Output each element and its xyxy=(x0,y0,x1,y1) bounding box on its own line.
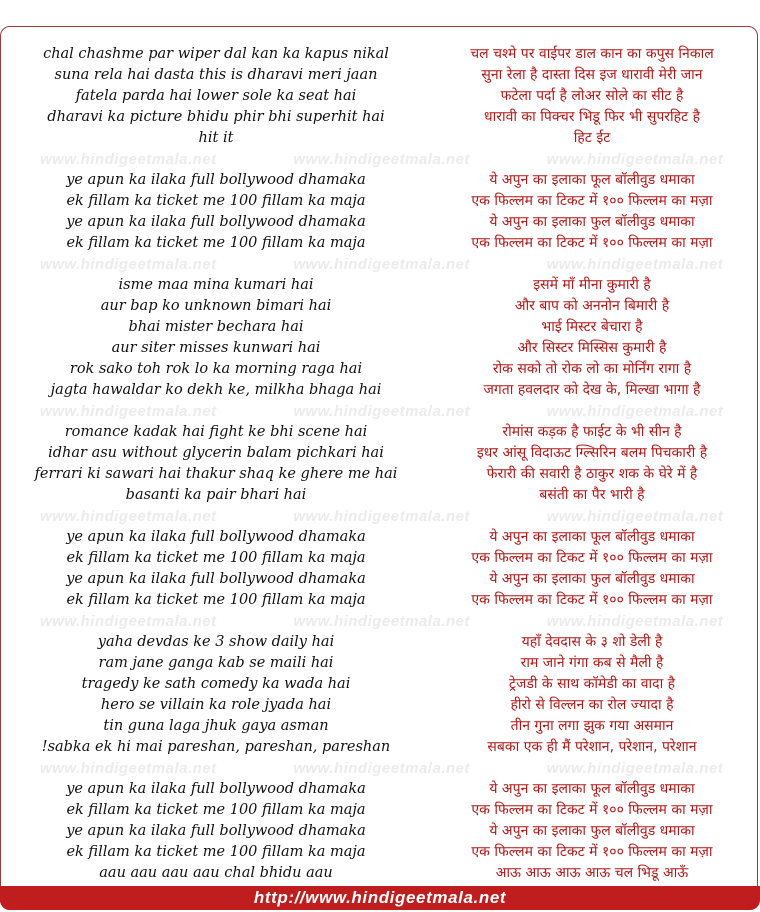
watermark-text: www.hindigeetmala.net xyxy=(293,508,470,525)
watermark-text: www.hindigeetmala.net xyxy=(293,613,470,630)
watermark-text: www.hindigeetmala.net xyxy=(546,151,724,168)
stanza xyxy=(0,632,760,758)
lyric-hindi: सबका एक ही मैं परेशान, परेशान, परेशान xyxy=(487,739,697,755)
lyric-hindi: एक फिल्लम का टिकट में १०० फिल्लम का मज़ा xyxy=(471,193,713,209)
lyric-hindi: ये अपुन का इलाका फूल बॉलीवुड धमाका xyxy=(489,172,695,188)
lyric-romanized: tragedy ke sath comedy ka wada hai xyxy=(81,676,351,692)
lyric-romanized: hero se villain ka role jyada hai xyxy=(100,697,332,713)
lyric-line xyxy=(0,569,760,590)
watermark-text: www.hindigeetmala.net xyxy=(40,256,217,273)
watermark-text: www.hindigeetmala.net xyxy=(293,256,470,273)
lyric-line xyxy=(0,86,760,107)
lyric-romanized: ek fillam ka ticket me 100 fillam ka maja xyxy=(66,802,366,818)
lyric-line xyxy=(0,359,760,380)
lyric-line xyxy=(0,422,760,443)
watermark-text: www.hindigeetmala.net xyxy=(293,760,470,777)
lyric-hindi: एक फिल्लम का टिकट में १०० फिल्लम का मज़ा xyxy=(471,802,713,818)
lyric-romanized: ferrari ki sawari hai thakur shaq ke ghere me hai xyxy=(34,466,398,482)
lyric-hindi: बसंती का पैर भारी है xyxy=(539,487,645,503)
watermark-row xyxy=(0,401,760,422)
stanza xyxy=(0,170,760,254)
lyric-hindi: ये अपुन का इलाका फुल बॉलीवुड धमाका xyxy=(489,214,695,230)
lyric-line xyxy=(0,737,760,758)
lyric-romanized: aur bap ko unknown bimari hai xyxy=(100,298,332,314)
lyric-romanized: chal chashme par wiper dal kan ka kapus nikal xyxy=(43,46,389,62)
lyric-romanized: aau aau aau aau chal bhidu aau xyxy=(99,865,333,881)
lyric-hindi: आऊ आऊ आऊ आऊ चल भिडू आऊँ xyxy=(495,865,689,881)
lyric-hindi: ये अपुन का इलाका फूल बॉलीवुड धमाका xyxy=(489,781,695,797)
lyric-hindi: एक फिल्लम का टिकट में १०० फिल्लम का मज़ा xyxy=(471,550,713,566)
lyric-line xyxy=(0,842,760,863)
lyric-romanized: hit it xyxy=(198,130,234,146)
lyric-line xyxy=(0,632,760,653)
lyric-line xyxy=(0,821,760,842)
lyric-hindi: फेरारी की सवारी है ठाकुर शक के घेरे में है xyxy=(486,466,698,482)
lyric-line xyxy=(0,863,760,884)
lyric-hindi: एक फिल्लम का टिकट में १०० फिल्लम का मज़ा xyxy=(471,844,713,860)
lyric-hindi: एक फिल्लम का टिकट में १०० फिल्लम का मज़ा xyxy=(471,235,713,251)
watermark-text: www.hindigeetmala.net xyxy=(40,613,217,630)
lyric-romanized: romance kadak hai fight ke bhi scene hai xyxy=(64,424,368,440)
lyric-hindi: और सिस्टर मिस्सिस कुमारी है xyxy=(517,340,667,356)
lyric-hindi: सुना रेला है दास्ता दिस इज धारावी मेरी जान xyxy=(481,67,703,83)
lyric-hindi: ये अपुन का इलाका फुल बॉलीवुड धमाका xyxy=(489,823,695,839)
lyric-line xyxy=(0,212,760,233)
lyric-romanized: !sabka ek hi mai pareshan, pareshan, pareshan xyxy=(41,739,391,755)
stanza xyxy=(0,527,760,611)
lyric-romanized: ye apun ka ilaka full bollywood dhamaka xyxy=(66,781,366,797)
lyric-line xyxy=(0,716,760,737)
lyric-romanized: ek fillam ka ticket me 100 fillam ka maja xyxy=(66,844,366,860)
watermark-row xyxy=(0,149,760,170)
lyric-line xyxy=(0,107,760,128)
lyric-line xyxy=(0,65,760,86)
lyric-line xyxy=(0,443,760,464)
lyric-hindi: इसमें माँ मीना कुमारी है xyxy=(533,277,651,293)
lyric-line xyxy=(0,653,760,674)
lyric-romanized: basanti ka pair bhari hai xyxy=(125,487,307,503)
lyric-line xyxy=(0,191,760,212)
lyric-hindi: राम जाने गंगा कब से मैली है xyxy=(520,655,664,671)
lyric-line xyxy=(0,464,760,485)
lyric-line xyxy=(0,779,760,800)
lyric-romanized: ye apun ka ilaka full bollywood dhamaka xyxy=(66,172,366,188)
lyric-romanized: ek fillam ka ticket me 100 fillam ka maja xyxy=(66,592,366,608)
lyric-line xyxy=(0,527,760,548)
lyric-line xyxy=(0,590,760,611)
watermark-text: www.hindigeetmala.net xyxy=(40,760,217,777)
lyric-hindi: चल चश्मे पर वाईपर डाल कान का कपुस निकाल xyxy=(470,46,714,62)
watermark-row xyxy=(0,506,760,527)
lyric-romanized: ye apun ka ilaka full bollywood dhamaka xyxy=(66,571,366,587)
lyric-hindi: रोक सको तो रोक लो का मोर्निंग रागा है xyxy=(492,361,692,377)
lyric-line xyxy=(0,800,760,821)
lyric-hindi: और बाप को अननोन बिमारी है xyxy=(514,298,670,314)
lyric-hindi: जगता हवलदार को देख के, मिल्खा भागा है xyxy=(483,382,701,398)
watermark-text: www.hindigeetmala.net xyxy=(546,760,724,777)
lyric-romanized: ye apun ka ilaka full bollywood dhamaka xyxy=(66,214,366,230)
lyric-line xyxy=(0,170,760,191)
watermark-row xyxy=(0,758,760,779)
lyric-line xyxy=(0,380,760,401)
watermark-text: www.hindigeetmala.net xyxy=(546,613,724,630)
lyric-hindi: इधर आंसू विदाऊट ग्ल्सिरिन बलम पिचकारी है xyxy=(476,445,708,461)
lyric-hindi: ट्रेजडी के साथ कॉमेडी का वादा है xyxy=(508,676,676,692)
lyric-hindi: तीन गुना लगा झुक गया असमान xyxy=(510,718,674,734)
lyric-hindi: हीरो से विल्लन का रोल ज्यादा है xyxy=(510,697,674,713)
lyric-romanized: ek fillam ka ticket me 100 fillam ka maja xyxy=(66,193,366,209)
lyric-romanized: idhar asu without glycerin balam pichkari hai xyxy=(48,445,384,461)
lyric-line xyxy=(0,233,760,254)
stanza xyxy=(0,779,760,884)
lyric-romanized: isme maa mina kumari hai xyxy=(118,277,314,293)
lyric-romanized: ye apun ka ilaka full bollywood dhamaka xyxy=(66,823,366,839)
lyric-line xyxy=(0,674,760,695)
watermark-row xyxy=(0,254,760,275)
lyric-romanized: ek fillam ka ticket me 100 fillam ka maja xyxy=(66,550,366,566)
lyric-line xyxy=(0,317,760,338)
stanza xyxy=(0,422,760,506)
lyric-hindi: एक फिल्लम का टिकट में १०० फिल्लम का मज़ा xyxy=(471,592,713,608)
lyric-romanized: rok sako toh rok lo ka morning raga hai xyxy=(69,361,363,377)
watermark-text: www.hindigeetmala.net xyxy=(546,256,724,273)
lyric-hindi: भाई मिस्टर बेचारा है xyxy=(541,319,643,335)
watermark-text: www.hindigeetmala.net xyxy=(546,403,724,420)
watermark-text: www.hindigeetmala.net xyxy=(40,403,217,420)
lyric-line xyxy=(0,548,760,569)
stanza xyxy=(0,275,760,401)
watermark-text: www.hindigeetmala.net xyxy=(40,508,217,525)
lyric-hindi: फटेला पर्दा है लोअर सोले का सीट है xyxy=(500,88,684,104)
lyric-romanized: tin guna laga jhuk gaya asman xyxy=(103,718,329,734)
watermark-text: www.hindigeetmala.net xyxy=(546,508,724,525)
lyric-hindi: यहाँ देवदास के ३ शो डेली है xyxy=(521,634,663,650)
lyric-romanized: bhai mister bechara hai xyxy=(128,319,304,335)
lyric-romanized: fatela parda hai lower sole ka seat hai xyxy=(75,88,357,104)
lyric-romanized: suna rela hai dasta this is dharavi meri jaan xyxy=(54,67,378,83)
lyric-line xyxy=(0,128,760,149)
lyric-hindi: ये अपुन का इलाका फुल बॉलीवुड धमाका xyxy=(489,571,695,587)
lyric-romanized: jagta hawaldar ko dekh ke, milkha bhaga hai xyxy=(50,382,382,398)
lyric-romanized: aur siter misses kunwari hai xyxy=(111,340,321,356)
lyrics-body xyxy=(0,44,760,884)
lyric-romanized: ram jane ganga kab se maili hai xyxy=(98,655,334,671)
lyric-romanized: yaha devdas ke 3 show daily hai xyxy=(97,634,335,650)
lyric-romanized: ek fillam ka ticket me 100 fillam ka maja xyxy=(66,235,366,251)
stanza xyxy=(0,44,760,149)
lyric-line xyxy=(0,296,760,317)
lyric-romanized: ye apun ka ilaka full bollywood dhamaka xyxy=(66,529,366,545)
lyric-line xyxy=(0,44,760,65)
watermark-row xyxy=(0,611,760,632)
watermark-text: www.hindigeetmala.net xyxy=(293,403,470,420)
lyric-hindi: ये अपुन का इलाका फूल बॉलीवुड धमाका xyxy=(489,529,695,545)
lyric-line xyxy=(0,485,760,506)
watermark-text: www.hindigeetmala.net xyxy=(293,151,470,168)
watermark-text: www.hindigeetmala.net xyxy=(40,151,217,168)
lyric-line xyxy=(0,338,760,359)
lyric-line xyxy=(0,275,760,296)
lyric-romanized: dharavi ka picture bhidu phir bhi superhit hai xyxy=(47,109,385,125)
site-url-footer[interactable]: http://www.hindigeetmala.net xyxy=(0,886,760,910)
lyric-line xyxy=(0,695,760,716)
lyric-hindi: हिट ईट xyxy=(573,130,611,146)
lyric-hindi: धारावी का पिक्चर भिडू फिर भी सुपरहिट है xyxy=(483,109,701,125)
lyric-hindi: रोमांस कड़क है फाईट के भी सीन है xyxy=(502,424,682,440)
